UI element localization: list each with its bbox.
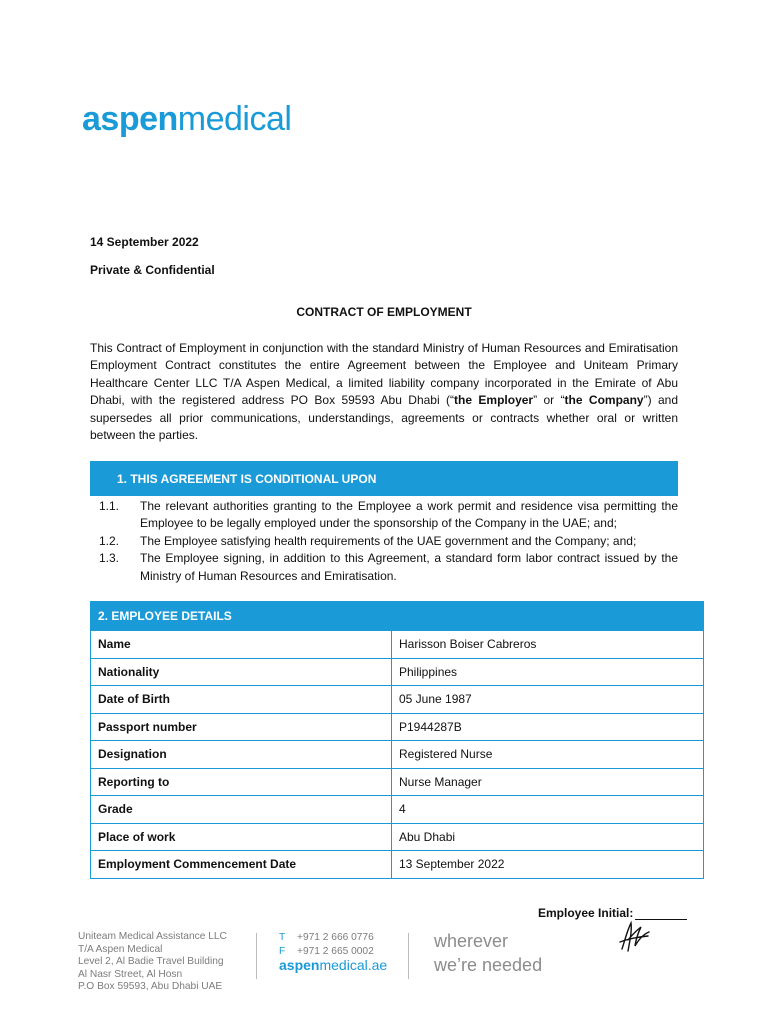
confidentiality-label: Private & Confidential [90, 263, 215, 277]
table-row [91, 851, 704, 879]
detail-value: 05 June 1987 [392, 686, 704, 714]
table-row [91, 823, 704, 851]
clause-1-1: 1.1. The relevant authorities granting to the Employee a work permit and residence visa permitting the Employee to be legally employed under the sponsorship of the Company in the UAE; and; [99, 499, 678, 531]
employee-initial: Employee Initial: [538, 906, 687, 920]
detail-label: Passport number [91, 713, 392, 741]
fax-line: F +971 2 665 0002 [279, 946, 374, 957]
detail-value: 13 September 2022 [392, 851, 704, 879]
detail-label: Designation [91, 741, 392, 769]
table-row [91, 768, 704, 796]
detail-label: Date of Birth [91, 686, 392, 714]
footer-divider [256, 933, 257, 979]
website-link[interactable]: aspenmedical.ae [279, 957, 388, 973]
footer-address: Uniteam Medical Assistance LLC T/A Aspen Medical Level 2, Al Badie Travel Building Al Nasr Street, Al Hosn P.O Box 59593, Abu Dhabi UAE [78, 931, 227, 993]
detail-value: Philippines [392, 658, 704, 686]
clause-1-3: 1.3. The Employee signing, in addition to this Agreement, a standard form labor contract issued by the Ministry of Human Resources and Emiratisation. [99, 551, 678, 583]
detail-value: P1944287B [392, 713, 704, 741]
footer-divider [408, 933, 409, 979]
employee-details-table [90, 601, 704, 879]
signature-mark [618, 918, 652, 954]
table-row [91, 713, 704, 741]
detail-label: Grade [91, 796, 392, 824]
detail-label: Reporting to [91, 768, 392, 796]
phone-line: T +971 2 666 0776 [279, 932, 374, 943]
intro-paragraph: This Contract of Employment in conjunction with the standard Ministry of Human Resources and Emiratisation Employment Contract constitutes the entire Agreement between the Employee and Uniteam Primary Healthcare Center LLC T/A Aspen Medical, a limited liability company incorporated in the Emirate of Abu Dhabi, with the registered address PO Box 59593 Abu Dhabi (“the Employer” or “the Company”) and supersedes all prior communications, understandings, agreements or contracts whether oral or written between the parties. [90, 341, 678, 443]
document-title: CONTRACT OF EMPLOYMENT [296, 305, 472, 319]
clause-1-2: 1.2. The Employee satisfying health requirements of the UAE government and the Company; and; [99, 533, 637, 548]
detail-label: Employment Commencement Date [91, 851, 392, 879]
table-row [91, 658, 704, 686]
detail-label: Place of work [91, 823, 392, 851]
detail-value: Registered Nurse [392, 741, 704, 769]
table-row [91, 631, 704, 659]
detail-label: Name [91, 631, 392, 659]
aspen-medical-logo: aspenmedical [82, 100, 292, 138]
detail-label: Nationality [91, 658, 392, 686]
table-row [91, 796, 704, 824]
detail-value: Harisson Boiser Cabreros [392, 631, 704, 659]
footer-contact [279, 931, 374, 959]
section-1-header: 1. THIS AGREEMENT IS CONDITIONAL UPON [90, 461, 678, 496]
table-row [91, 741, 704, 769]
table-row [91, 686, 704, 714]
detail-value: Nurse Manager [392, 768, 704, 796]
conditions-list [90, 498, 678, 585]
letter-date: 14 September 2022 [90, 235, 199, 249]
section-2-header: 2. EMPLOYEE DETAILS [91, 602, 704, 631]
detail-value: 4 [392, 796, 704, 824]
detail-value: Abu Dhabi [392, 823, 704, 851]
footer-tagline: wherever we’re needed [434, 931, 543, 975]
